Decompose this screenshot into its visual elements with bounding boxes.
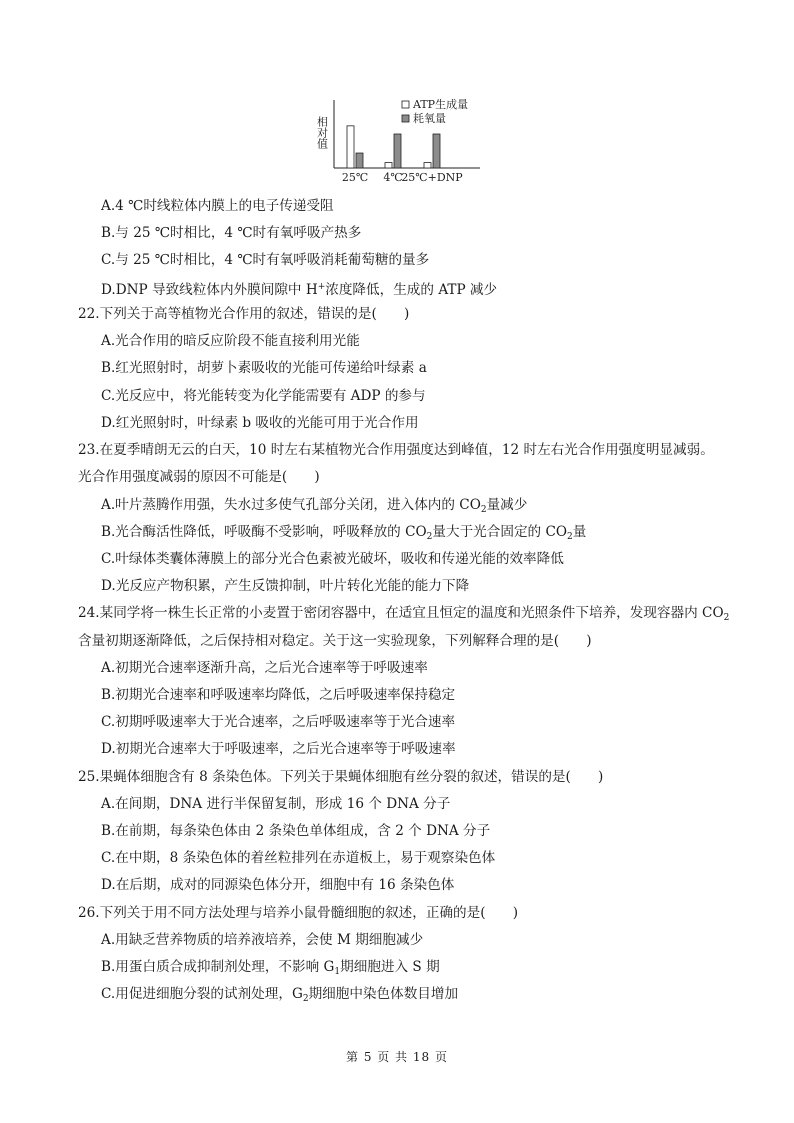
q24-option-a: A.初期光合速率逐渐升高，之后光合速率等于呼吸速率 <box>101 660 428 676</box>
q26-option-b: B.用蛋白质合成抑制剂处理，不影响 $G_1$期细胞进入 S 期 <box>101 959 440 977</box>
q25-option-a: A.在间期，DNA 进行半保留复制，形成 16 个 DNA 分子 <box>101 796 451 812</box>
q22-option-b: B.红光照射时，胡萝卜素吸收的光能可传递给叶绿素 a <box>101 360 427 376</box>
q23-option-a: A.叶片蒸腾作用强，失水过多使气孔部分关闭，进入体内的 $CO_2$量减少 <box>101 497 528 515</box>
legend-swatch-0 <box>402 101 409 108</box>
q22-option-c: C.光反应中，将光能转变为化学能需要有 ADP 的参与 <box>101 388 426 404</box>
bar-oxygen-1 <box>394 134 401 168</box>
legend-label-1: 耗氧量 <box>413 112 446 125</box>
q23-stem-line2: 光合作用强度减弱的原因不可能是( ) <box>78 469 320 485</box>
q22-stem: 22.下列关于高等植物光合作用的叙述，错误的是( ) <box>78 306 410 322</box>
q24-option-b: B.初期光合速率和呼吸速率均降低，之后呼吸速率保持稳定 <box>101 687 456 703</box>
q26-option-a: A.用缺乏营养物质的培养液培养，会使 M 期细胞减少 <box>101 932 424 948</box>
page-number: 第 5 页 共 18 页 <box>346 1050 448 1064</box>
q21-option-c: C.与 25 ℃时相比，4 ℃时有氧呼吸消耗葡萄糖的量多 <box>101 252 430 268</box>
x-tick-label-0: 25℃ <box>341 171 369 184</box>
bar-atp-2 <box>424 163 431 168</box>
q26-option-c: C.用促进细胞分裂的试剂处理，$G_2$期细胞中染色体数目增加 <box>101 986 459 1004</box>
q23-option-d: D.光反应产物积累，产生反馈抑制，叶片转化光能的能力下降 <box>101 578 470 594</box>
q26-stem: 26.下列关于用不同方法处理与培养小鼠骨髓细胞的叙述，正确的是( ) <box>78 905 519 921</box>
bar-atp-1 <box>385 163 392 168</box>
q21-option-d: D.DNP 导致线粒体内外膜间隙中 H+浓度降低，生成的 ATP 减少 <box>101 282 498 298</box>
q25-option-d: D.在后期，成对的同源染色体分开，细胞中有 16 条染色体 <box>101 877 455 893</box>
bar-oxygen-2 <box>433 134 440 168</box>
x-tick-label-2: 25℃+DNP <box>401 171 463 184</box>
q24-stem-line1: 24.某同学将一株生长正常的小麦置于密闭容器中，在适宜且恒定的温度和光照条件下培养，发现容器内 $CO_2$ <box>78 605 730 623</box>
x-tick-label-1: 4℃ <box>383 171 403 184</box>
q24-stem-line2: 含量初期逐渐降低，之后保持相对稳定。关于这一实验现象，下列解释合理的是( ) <box>78 633 592 649</box>
q23-option-b: B.光合酶活性降低，呼吸酶不受影响，呼吸释放的 $CO_2$量大于光合固定的 $CO_2$量 <box>101 524 587 542</box>
q24-option-c: C.初期呼吸速率大于光合速率，之后呼吸速率等于光合速率 <box>101 714 456 730</box>
q23-stem-line1: 23.在夏季晴朗无云的白天，10 时左右某植物光合作用强度达到峰值，12 时左右光合作用强度明显减弱。 <box>78 442 714 458</box>
q21-option-b: B.与 25 ℃时相比，4 ℃时有氧呼吸产热多 <box>101 225 362 241</box>
q22-option-a: A.光合作用的暗反应阶段不能直接利用光能 <box>101 333 360 349</box>
q23-option-c: C.叶绿体类囊体薄膜上的部分光合色素被光破坏，吸收和传递光能的效率降低 <box>101 551 564 567</box>
q25-option-c: C.在中期，8 条染色体的着丝粒排列在赤道板上，易于观察染色体 <box>101 850 496 866</box>
q25-stem: 25.果蝇体细胞含有 8 条染色体。下列关于果蝇体细胞有丝分裂的叙述，错误的是( ) <box>78 769 604 785</box>
bar-oxygen-0 <box>356 153 363 168</box>
y-axis-label: 相对值 <box>315 116 329 149</box>
q25-option-b: B.在前期，每条染色体由 2 条染色单体组成，含 2 个 DNA 分子 <box>101 823 491 839</box>
q21-option-a: A.4 ℃时线粒体内膜上的电子传递受阻 <box>101 198 334 214</box>
bar-chart <box>308 96 508 188</box>
q22-option-d: D.红光照射时，叶绿素 b 吸收的光能可用于光合作用 <box>101 415 419 431</box>
legend-label-0: ATP生成量 <box>413 98 469 111</box>
q24-option-d: D.初期光合速率大于呼吸速率，之后光合速率等于呼吸速率 <box>101 741 456 757</box>
legend-swatch-1 <box>402 115 409 122</box>
bar-atp-0 <box>347 126 354 168</box>
